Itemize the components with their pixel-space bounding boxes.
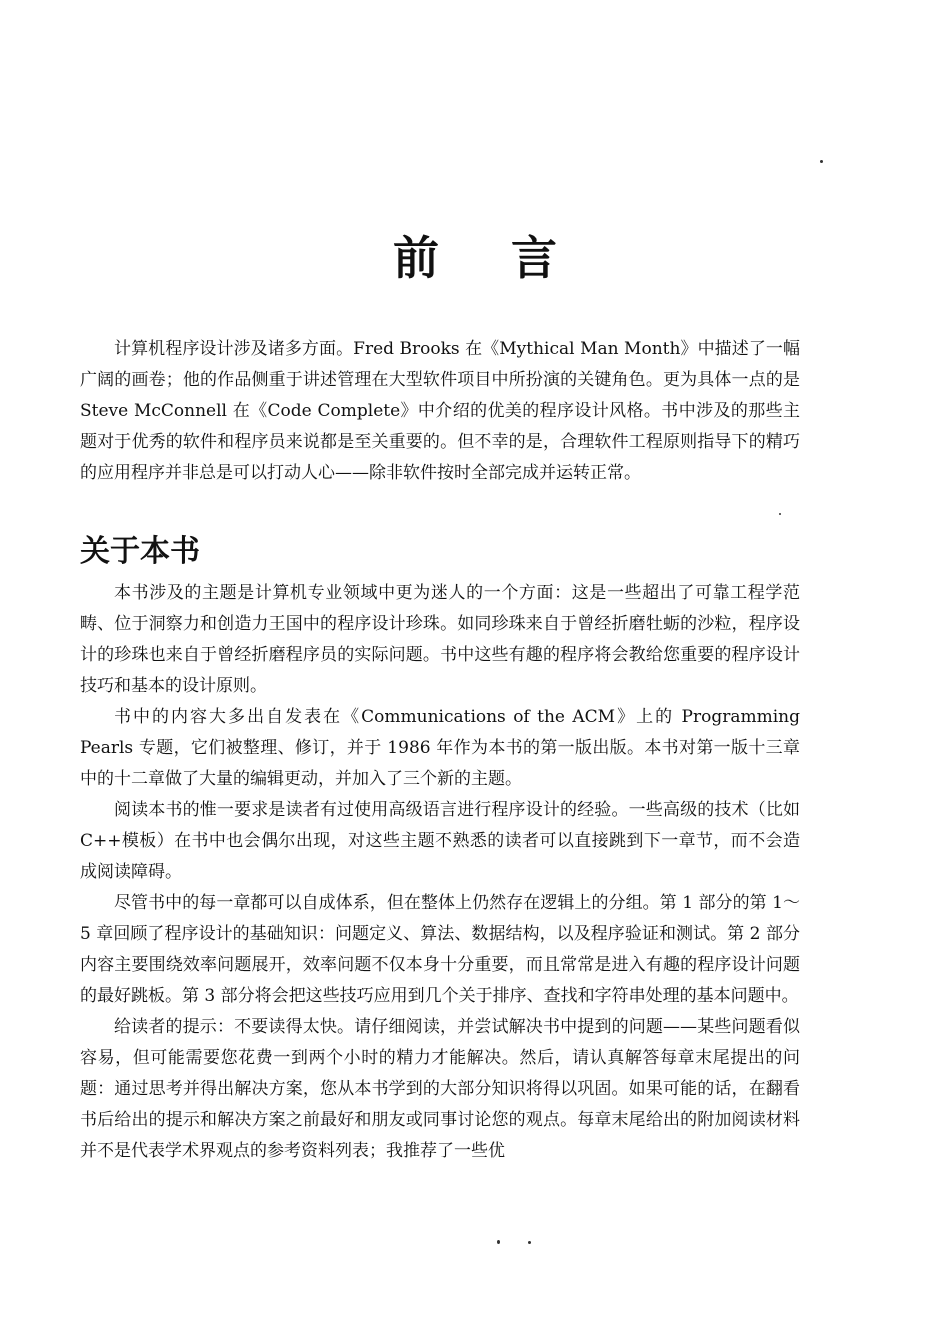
body-paragraph: 给读者的提示：不要读得太快。请仔细阅读，并尝试解决书中提到的问题——某些问题看似容易，但可能需要您花费一到两个小时的精力才能解决。然后，请认真解答每章末尾提出的问题：通过思考并得出解决方案，您从本书学到的大部分知识将得以巩固。如果可能的话，在翻看书后给出的提示和解决方案之前最好和朋友或同事讨论您的观点。每章末尾给出的附加阅读材料并不是代表学术界观点的参考资料列表；我推荐了一些优 xyxy=(80,1017,800,1161)
intro-paragraph: 计算机程序设计涉及诸多方面。Fred Brooks 在《Mythical Man Month》中描述了一幅广阔的画卷；他的作品侧重于讲述管理在大型软件项目中所扮演的关键角色。更为具体一点的是 Steve McConnell 在《Code Complete》中介绍的优美的程序设计风格。书中涉及的那些主题对于优秀的软件和程序员来说都是至关重要的。但不幸的是，合理软件工程原则指导下的精巧的应用程序并非总是可以打动人心——除非软件按时全部完成并运转正常。 xyxy=(80,339,800,483)
scan-speck xyxy=(779,513,781,515)
scan-speck xyxy=(820,160,823,163)
scan-speck xyxy=(497,1240,500,1244)
scan-speck xyxy=(528,1241,531,1244)
body-paragraph: 阅读本书的惟一要求是读者有过使用高级语言进行程序设计的经验。一些高级的技术（比如 C++模板）在书中也会偶尔出现，对这些主题不熟悉的读者可以直接跳到下一章节，而不会造成阅读障碍。 xyxy=(80,800,800,882)
body-paragraph: 尽管书中的每一章都可以自成体系，但在整体上仍然存在逻辑上的分组。第 1 部分的第 1～5 章回顾了程序设计的基础知识：问题定义、算法、数据结构，以及程序验证和测试。第 2 部分内容主要围绕效率问题展开，效率问题不仅本身十分重要，而且常常是进入有趣的程序设计问题的最好跳板。第 3 部分将会把这些技巧应用到几个关于排序、查找和字符串处理的基本问题中。 xyxy=(80,893,800,1006)
page-title: 前言 xyxy=(393,231,629,285)
intro-text xyxy=(80,334,800,489)
section-body xyxy=(80,578,800,1167)
section-heading: 关于本书 xyxy=(80,534,200,569)
body-paragraph: 本书涉及的主题是计算机专业领域中更为迷人的一个方面：这是一些超出了可靠工程学范畴、位于洞察力和创造力王国中的程序设计珍珠。如同珍珠来自于曾经折磨牡蛎的沙粒，程序设计的珍珠也来自于曾经折磨程序员的实际问题。书中这些有趣的程序将会教给您重要的程序设计技巧和基本的设计原则。 xyxy=(80,583,800,696)
body-paragraph: 书中的内容大多出自发表在《Communications of the ACM》上的 Programming Pearls 专题，它们被整理、修订，并于 1986 年作为本书的第一版出版。本书对第一版十三章中的十二章做了大量的编辑更动，并加入了三个新的主题。 xyxy=(80,707,800,789)
